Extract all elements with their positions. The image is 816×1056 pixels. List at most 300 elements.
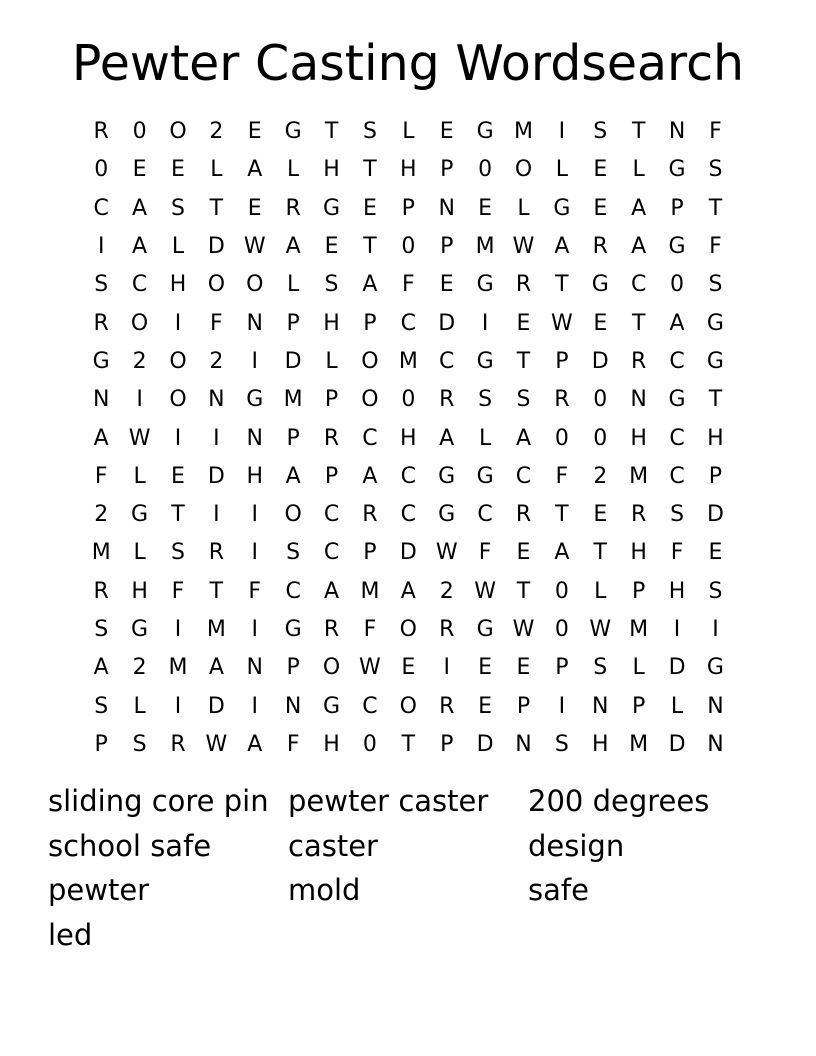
grid-letter: N (515, 731, 532, 757)
grid-letter: A (93, 425, 109, 451)
grid-letter: L (133, 540, 146, 566)
grid-letter: E (171, 157, 185, 183)
grid-letter: G (668, 157, 686, 183)
grid-letter: H (323, 731, 340, 757)
grid-letter: C (93, 195, 109, 221)
grid-letter: P (324, 387, 339, 413)
grid-row (82, 611, 736, 649)
grid-row (82, 649, 736, 687)
grid-letter: 0 (94, 157, 109, 183)
grid-row (82, 496, 736, 534)
grid-letter: 2 (94, 502, 109, 528)
grid-letter: N (246, 310, 263, 336)
grid-letter: S (132, 731, 147, 757)
grid-letter: P (516, 693, 531, 719)
grid-letter: P (555, 348, 569, 374)
grid-letter: E (478, 195, 493, 221)
grid-letter: T (555, 502, 569, 528)
grid-letter: L (555, 157, 569, 183)
grid-letter: 0 (554, 617, 569, 642)
grid-letter: C (669, 463, 685, 489)
grid-letter: M (475, 234, 495, 260)
grid-letter: 0 (401, 387, 416, 413)
grid-letter: D (399, 540, 417, 566)
grid-letter: F (555, 463, 569, 489)
grid-letter: N (630, 387, 647, 413)
grid-letter: N (246, 425, 263, 451)
grid-letter: 0 (593, 387, 608, 413)
grid-letter: 0 (478, 157, 493, 183)
grid-letter: G (438, 463, 456, 489)
grid-letter: N (707, 731, 724, 757)
grid-letter: I (97, 234, 105, 260)
grid-letter: 2 (593, 463, 608, 489)
grid-letter: R (323, 617, 340, 642)
grid-letter: W (551, 310, 573, 336)
grid-letter: S (593, 119, 608, 145)
grid-letter: N (208, 387, 225, 413)
grid-letter: I (251, 348, 258, 374)
grid-letter: E (516, 310, 531, 336)
grid-letter: A (554, 234, 570, 260)
grid-letter: G (553, 195, 571, 221)
grid-letter: I (213, 425, 220, 451)
grid-letter: L (287, 272, 300, 298)
grid-letter: N (668, 119, 686, 145)
grid-letter: P (632, 693, 646, 719)
grid-letter: A (362, 463, 378, 489)
grid-letter: G (706, 655, 724, 681)
grid-letter: H (668, 578, 686, 604)
grid-letter: E (132, 157, 147, 183)
grid-letter: A (93, 655, 109, 681)
grid-row (82, 381, 736, 419)
grid-letter: M (168, 655, 188, 681)
word-list-item: pewter (48, 873, 150, 908)
grid-row (82, 304, 736, 342)
grid-letter: S (516, 387, 531, 413)
grid-letter: I (174, 693, 182, 719)
grid-letter: O (361, 348, 379, 374)
grid-letter: F (363, 617, 377, 642)
grid-letter: R (93, 578, 109, 604)
grid-letter: A (132, 195, 148, 221)
grid-letter: G (323, 195, 341, 221)
grid-letter: R (93, 119, 109, 145)
grid-letter: T (631, 119, 646, 145)
grid-letter: D (476, 731, 494, 757)
grid-letter: O (284, 502, 302, 528)
grid-letter: E (247, 119, 262, 145)
grid-letter: 0 (554, 425, 569, 451)
grid-letter: L (133, 463, 146, 489)
grid-letter: R (592, 234, 608, 260)
grid-letter: C (131, 272, 148, 298)
grid-letter: H (592, 731, 609, 757)
grid-row (82, 190, 736, 228)
grid-letter: E (324, 234, 339, 260)
grid-letter: E (478, 693, 493, 719)
grid-letter: R (554, 387, 570, 413)
grid-letter: H (400, 157, 417, 183)
grid-letter: F (94, 463, 108, 489)
grid-letter: W (435, 540, 458, 566)
grid-letter: O (169, 119, 187, 145)
grid-letter: H (707, 425, 724, 451)
grid-letter: A (285, 234, 301, 260)
grid-letter: G (476, 119, 494, 145)
grid-letter: A (285, 463, 301, 489)
grid-letter: G (668, 387, 686, 413)
grid-letter: W (128, 425, 151, 451)
grid-letter: T (708, 195, 723, 221)
grid-letter: P (555, 655, 569, 681)
grid-letter: A (400, 578, 416, 604)
grid-letter: L (287, 157, 300, 183)
grid-letter: G (706, 348, 724, 374)
grid-letter: D (591, 348, 609, 374)
grid-letter: L (517, 195, 530, 221)
grid-letter: T (324, 119, 339, 145)
grid-letter: L (632, 655, 645, 681)
grid-letter: E (401, 655, 416, 681)
grid-letter: G (284, 617, 302, 642)
grid-letter: T (631, 310, 646, 336)
grid-letter: 0 (670, 272, 685, 298)
grid-letter: T (209, 195, 224, 221)
grid-letter: G (591, 272, 609, 298)
grid-letter: S (362, 119, 377, 145)
grid-letter: G (476, 463, 494, 489)
grid-letter: S (478, 387, 493, 413)
grid-letter: H (323, 157, 340, 183)
grid-letter: E (439, 272, 454, 298)
grid-letter: D (207, 693, 225, 719)
grid-letter: T (516, 348, 531, 374)
word-list-item: led (48, 918, 93, 953)
grid-letter: I (712, 617, 719, 642)
grid-letter: C (362, 693, 378, 719)
grid-letter: G (92, 348, 110, 374)
grid-letter: S (554, 731, 569, 757)
grid-letter: N (284, 693, 302, 719)
word-list-item: caster (288, 828, 378, 863)
grid-letter: I (136, 387, 143, 413)
grid-letter: H (323, 310, 340, 336)
grid-letter: T (363, 234, 377, 260)
grid-letter: G (476, 348, 494, 374)
grid-letter: 2 (209, 348, 224, 374)
grid-letter: T (401, 731, 416, 757)
grid-letter: N (246, 655, 263, 681)
grid-letter: C (477, 502, 493, 528)
grid-row (82, 343, 736, 381)
grid-letter: C (323, 540, 340, 566)
word-list-item: 200 degrees (528, 784, 710, 818)
grid-letter: A (247, 157, 263, 183)
grid-letter: W (589, 617, 612, 642)
grid-letter: 2 (132, 348, 147, 374)
grid-letter: F (401, 272, 415, 298)
grid-letter: A (669, 310, 685, 336)
grid-letter: S (324, 272, 339, 298)
grid-letter: E (362, 195, 377, 221)
grid-letter: D (668, 655, 686, 681)
grid-letter: C (669, 348, 685, 374)
grid-letter: H (630, 425, 647, 451)
grid-letter: S (593, 655, 608, 681)
grid-letter: W (205, 731, 228, 757)
grid-letter: G (476, 272, 494, 298)
grid-letter: M (398, 348, 418, 374)
grid-letter: W (243, 234, 266, 260)
grid-letter: S (286, 540, 301, 566)
grid-letter: I (443, 655, 450, 681)
grid-letter: G (706, 310, 724, 336)
grid-letter: F (210, 310, 223, 336)
grid-letter: L (171, 234, 185, 260)
grid-letter: C (400, 463, 416, 489)
grid-letter: P (363, 310, 377, 336)
grid-letter: O (399, 693, 417, 719)
grid-letter: P (708, 463, 723, 489)
grid-letter: R (515, 502, 532, 528)
grid-letter: O (169, 387, 187, 413)
grid-letter: R (323, 425, 340, 451)
grid-letter: R (439, 617, 455, 642)
grid-letter: 2 (132, 655, 147, 681)
grid-letter: E (593, 195, 608, 221)
grid-letter: E (516, 655, 531, 681)
grid-letter: C (400, 310, 416, 336)
grid-letter: R (631, 502, 647, 528)
grid-letter: T (171, 502, 185, 528)
grid-letter: O (322, 655, 341, 681)
grid-letter: F (171, 578, 185, 604)
grid-letter: S (94, 617, 109, 642)
grid-letter: M (206, 617, 226, 642)
grid-letter: C (669, 425, 685, 451)
grid-letter: C (285, 578, 301, 604)
grid-row (82, 726, 736, 764)
grid-letter: N (592, 693, 609, 719)
grid-letter: O (246, 272, 264, 298)
grid-letter: P (440, 157, 454, 183)
grid-letter: L (210, 157, 223, 183)
grid-letter: R (93, 310, 109, 336)
grid-letter: 0 (593, 425, 608, 451)
grid-row (82, 534, 736, 572)
grid-letter: G (476, 617, 494, 642)
grid-letter: L (478, 425, 492, 451)
grid-letter: P (94, 731, 108, 757)
grid-letter: P (324, 463, 339, 489)
grid-letter: P (286, 655, 300, 681)
grid-letter: I (174, 617, 182, 642)
grid-letter: G (246, 387, 264, 413)
grid-letter: A (554, 540, 570, 566)
grid-letter: D (207, 463, 225, 489)
word-list-item: school safe (48, 828, 212, 863)
grid-letter: E (171, 463, 185, 489)
grid-letter: 0 (401, 234, 416, 260)
grid-row (82, 266, 736, 304)
grid-letter: R (439, 387, 455, 413)
grid-letter: F (478, 540, 492, 566)
word-list-item: pewter caster (288, 784, 489, 818)
grid-letter: P (286, 310, 300, 336)
grid-letter: H (131, 578, 148, 604)
grid-letter: T (516, 578, 531, 604)
grid-letter: I (251, 540, 258, 566)
grid-letter: C (323, 502, 340, 528)
grid-letter: F (709, 234, 722, 260)
grid-row (82, 573, 736, 611)
grid-letter: S (708, 578, 723, 604)
grid-letter: E (478, 655, 493, 681)
grid-letter: W (474, 578, 496, 604)
word-list-item: sliding core pin (48, 784, 269, 818)
grid-letter: 0 (132, 119, 147, 145)
grid-letter: H (246, 463, 264, 489)
grid-letter: 0 (554, 578, 569, 604)
grid-letter: I (174, 310, 182, 336)
grid-letter: A (631, 234, 647, 260)
grid-letter: C (515, 463, 532, 489)
grid-letter: I (558, 693, 566, 719)
grid-row (82, 151, 736, 189)
grid-letter: S (170, 195, 185, 221)
grid-letter: L (632, 157, 645, 183)
grid-letter: A (132, 234, 148, 260)
grid-letter: O (361, 387, 379, 413)
grid-letter: F (286, 731, 300, 757)
grid-letter: O (514, 157, 533, 183)
grid-letter: T (555, 272, 569, 298)
grid-letter: E (593, 310, 608, 336)
grid-letter: P (363, 540, 377, 566)
grid-letter: T (363, 157, 377, 183)
word-list-item: safe (528, 873, 589, 908)
grid-letter: L (594, 578, 607, 604)
grid-letter: M (283, 387, 303, 413)
letter-grid (82, 113, 736, 764)
grid-letter: F (248, 578, 262, 604)
grid-letter: R (439, 693, 455, 719)
grid-letter: G (131, 617, 149, 642)
grid-letter: N (438, 195, 455, 221)
grid-letter: N (92, 387, 110, 413)
grid-letter: F (709, 119, 722, 145)
grid-letter: T (708, 387, 723, 413)
grid-letter: W (512, 617, 535, 642)
grid-letter: S (170, 540, 185, 566)
grid-letter: R (208, 540, 225, 566)
grid-letter: N (707, 693, 724, 719)
grid-letter: I (174, 425, 182, 451)
grid-letter: 2 (439, 578, 454, 604)
grid-letter: E (593, 157, 608, 183)
grid-letter: D (284, 348, 302, 374)
grid-letter: O (207, 272, 226, 298)
grid-letter: T (209, 578, 224, 604)
grid-letter: S (708, 157, 723, 183)
grid-letter: D (706, 502, 724, 528)
grid-letter: M (91, 540, 111, 566)
grid-letter: H (169, 272, 187, 298)
grid-letter: P (401, 195, 415, 221)
grid-letter: R (515, 272, 532, 298)
grid-letter: P (670, 195, 684, 221)
grid-row (82, 113, 736, 151)
grid-letter: G (323, 693, 341, 719)
word-list-item: mold (288, 873, 361, 908)
grid-letter: G (668, 234, 686, 260)
grid-letter: P (440, 731, 454, 757)
grid-letter: O (169, 348, 187, 374)
grid-letter: R (170, 731, 186, 757)
grid-row (82, 419, 736, 457)
grid-letter: 0 (362, 731, 377, 757)
grid-letter: W (512, 234, 535, 260)
grid-letter: D (668, 731, 686, 757)
grid-letter: I (558, 119, 566, 145)
grid-letter: H (630, 540, 647, 566)
grid-letter: L (133, 693, 146, 719)
grid-letter: C (362, 425, 378, 451)
grid-letter: E (516, 540, 531, 566)
grid-letter: E (708, 540, 723, 566)
grid-letter: S (670, 502, 685, 528)
grid-letter: G (284, 119, 302, 145)
grid-letter: A (515, 425, 532, 451)
grid-letter: A (208, 655, 224, 681)
grid-letter: G (438, 502, 456, 528)
grid-letter: I (251, 617, 258, 642)
grid-letter: D (438, 310, 456, 336)
grid-letter: A (439, 425, 455, 451)
grid-letter: P (286, 425, 300, 451)
grid-letter: A (631, 195, 647, 221)
grid-letter: L (670, 693, 684, 719)
grid-letter: H (400, 425, 417, 451)
grid-letter: 2 (209, 119, 224, 145)
grid-letter: M (360, 578, 380, 604)
grid-letter: R (285, 195, 301, 221)
grid-letter: S (708, 272, 723, 298)
grid-letter: T (593, 540, 607, 566)
grid-letter: A (324, 578, 340, 604)
grid-letter: M (629, 617, 649, 642)
grid-letter: C (439, 348, 455, 374)
grid-letter: M (629, 731, 649, 757)
grid-letter: P (440, 234, 454, 260)
grid-letter: R (362, 502, 378, 528)
grid-letter: C (630, 272, 647, 298)
word-list (48, 782, 768, 961)
grid-letter: E (247, 195, 262, 221)
grid-letter: R (631, 348, 647, 374)
grid-letter: E (593, 502, 608, 528)
grid-row (82, 458, 736, 496)
grid-row (82, 687, 736, 725)
grid-letter: A (362, 272, 378, 298)
grid-letter: I (673, 617, 681, 642)
grid-letter: P (632, 578, 646, 604)
grid-letter: S (94, 272, 109, 298)
grid-letter: I (251, 693, 258, 719)
page-title: Pewter Casting Wordsearch (71, 35, 745, 92)
